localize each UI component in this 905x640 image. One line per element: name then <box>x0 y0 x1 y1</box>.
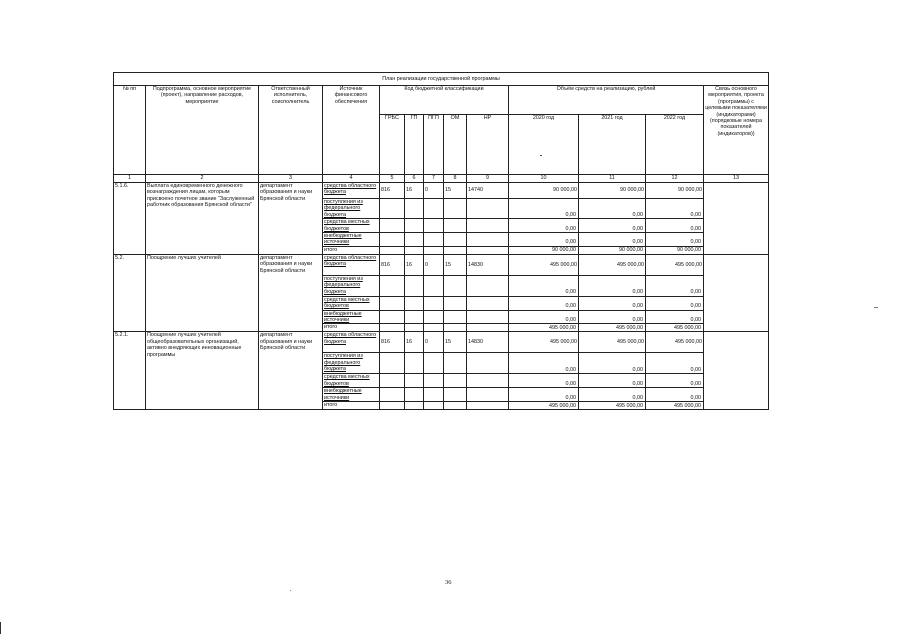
row-executor: департамент образования и науки Брянской области <box>259 183 323 255</box>
value-2021: 0,00 <box>579 275 646 296</box>
value-2022: 0,00 <box>646 275 704 296</box>
value-2022: 0,00 <box>646 296 704 310</box>
row-link <box>704 254 769 332</box>
col-number: 6 <box>405 175 424 183</box>
code-grbs: 816 <box>380 332 405 353</box>
code-gp: 16 <box>405 254 424 275</box>
total-2021: 495 000,00 <box>579 324 646 332</box>
value-2021: 0,00 <box>579 296 646 310</box>
code-pgp: 0 <box>424 332 444 353</box>
row-name: Выплата единовременного денежного вознаграждения лицам, которым присвоено почетное звание "Заслуженный работник образования Брянской области" <box>146 183 259 255</box>
col-number: 12 <box>646 175 704 183</box>
table-title: План реализации государственной программы <box>114 73 769 86</box>
value-2021: 0,00 <box>579 310 646 324</box>
value-2020: 0,00 <box>509 353 579 374</box>
total-2020: 495 000,00 <box>509 324 579 332</box>
source-total: итого <box>323 402 380 410</box>
col-number: 4 <box>323 175 380 183</box>
value-2021: 0,00 <box>579 233 646 247</box>
value-2022: 0,00 <box>646 388 704 402</box>
total-2021: 495 000,00 <box>579 402 646 410</box>
row-num: 5.2. <box>114 254 146 332</box>
header-nr: НР <box>467 115 509 175</box>
value-2021: 495 000,00 <box>579 254 646 275</box>
header-link: Связь основного мероприятия, проекта (программы) с целевыми показателями (индикаторами) (порядковые номера показателей (индикаторов)) <box>704 86 769 175</box>
col-number: 13 <box>704 175 769 183</box>
source-extra: внебюджетные источники <box>323 310 380 324</box>
value-2020: 0,00 <box>509 374 579 388</box>
value-2022: 0,00 <box>646 310 704 324</box>
col-number: 9 <box>467 175 509 183</box>
total-2022: 90 000,00 <box>646 246 704 254</box>
col-number: 11 <box>579 175 646 183</box>
header-name: Подпрограмма, основное мероприятие (проект), направление расходов, мероприятие <box>146 86 259 175</box>
total-2021: 90 000,00 <box>579 246 646 254</box>
code-nr: 14830 <box>467 332 509 353</box>
code-om: 15 <box>444 183 467 199</box>
source-federal: поступления из федерального бюджета <box>323 353 380 374</box>
code-grbs: 816 <box>380 254 405 275</box>
header-gp: ГП <box>405 115 424 175</box>
header-executor: Ответственный исполнитель, соисполнитель <box>259 86 323 175</box>
value-2021: 0,00 <box>579 388 646 402</box>
value-2020: 0,00 <box>509 296 579 310</box>
value-2020: 0,00 <box>509 199 579 219</box>
value-2020: 0,00 <box>509 233 579 247</box>
row-num: 5.2.1. <box>114 332 146 410</box>
header-grbs: ГРБС <box>380 115 405 175</box>
header-num: № пп <box>114 86 146 175</box>
value-2022: 0,00 <box>646 233 704 247</box>
header-2020: 2020 год <box>509 115 579 175</box>
row-name: Поощрение лучших учителей <box>146 254 259 332</box>
source-regional: средства областного бюджета <box>323 254 380 275</box>
header-2021: 2021 год <box>579 115 646 175</box>
row-executor: департамент образования и науки Брянской области <box>259 332 323 410</box>
program-plan-table <box>113 72 769 410</box>
value-2020: 0,00 <box>509 275 579 296</box>
source-total: итого <box>323 246 380 254</box>
value-2022: 90 000,00 <box>646 183 704 199</box>
value-2021: 0,00 <box>579 219 646 233</box>
source-federal: поступления из федерального бюджета <box>323 199 380 219</box>
value-2020: 0,00 <box>509 310 579 324</box>
code-om: 15 <box>444 254 467 275</box>
code-nr: 14740 <box>467 183 509 199</box>
source-local: средства местных бюджетов <box>323 296 380 310</box>
row-link <box>704 183 769 255</box>
total-2022: 495 000,00 <box>646 324 704 332</box>
value-2022: 495 000,00 <box>646 254 704 275</box>
scan-dot <box>290 590 291 591</box>
code-nr: 14830 <box>467 254 509 275</box>
code-grbs: 816 <box>380 183 405 199</box>
code-pgp: 0 <box>424 254 444 275</box>
source-local: средства местных бюджетов <box>323 219 380 233</box>
col-number: 2 <box>146 175 259 183</box>
source-extra: внебюджетные источники <box>323 233 380 247</box>
code-om: 15 <box>444 332 467 353</box>
value-2021: 0,00 <box>579 353 646 374</box>
value-2021: 90 000,00 <box>579 183 646 199</box>
page-number: 36 <box>445 579 452 586</box>
row-executor: департамент образования и науки Брянской области <box>259 254 323 332</box>
source-federal: поступления из федерального бюджета <box>323 275 380 296</box>
source-regional: средства областного бюджета <box>323 183 380 199</box>
value-2021: 0,00 <box>579 374 646 388</box>
value-2022: 0,00 <box>646 199 704 219</box>
value-2020: 90 000,00 <box>509 183 579 199</box>
value-2021: 0,00 <box>579 199 646 219</box>
header-code-group: Код бюджетной классификации <box>380 86 509 115</box>
row-num: 5.1.6. <box>114 183 146 255</box>
value-2022: 0,00 <box>646 374 704 388</box>
col-number: 1 <box>114 175 146 183</box>
value-2022: 0,00 <box>646 353 704 374</box>
code-gp: 16 <box>405 183 424 199</box>
source-local: средства местных бюджетов <box>323 374 380 388</box>
header-om: ОМ <box>444 115 467 175</box>
value-2021: 495 000,00 <box>579 332 646 353</box>
col-number: 5 <box>380 175 405 183</box>
source-total: итого <box>323 324 380 332</box>
row-name: Поощрение лучших учителей общеобразовательных организаций, активно внедряющих инновационные программы <box>146 332 259 410</box>
code-pgp: 0 <box>424 183 444 199</box>
value-2020: 0,00 <box>509 388 579 402</box>
value-2022: 0,00 <box>646 219 704 233</box>
total-2020: 495 000,00 <box>509 402 579 410</box>
value-2020: 495 000,00 <box>509 254 579 275</box>
col-number: 7 <box>424 175 444 183</box>
header-pgp: ПГП <box>424 115 444 175</box>
col-number: 8 <box>444 175 467 183</box>
header-volume-group: Объём средств на реализацию, рублей <box>509 86 704 115</box>
col-number: 10 <box>509 175 579 183</box>
source-regional: средства областного бюджета <box>323 332 380 353</box>
program-plan-table-wrapper <box>113 72 768 410</box>
scan-edge-mark <box>0 622 1 634</box>
header-2022: 2022 год <box>646 115 704 175</box>
header-source: Источник финансового обеспечения <box>323 86 380 175</box>
scan-mark <box>874 307 878 308</box>
total-2022: 495 000,00 <box>646 402 704 410</box>
col-number: 3 <box>259 175 323 183</box>
code-gp: 16 <box>405 332 424 353</box>
scan-mark <box>540 155 542 156</box>
value-2020: 495 000,00 <box>509 332 579 353</box>
value-2022: 495 000,00 <box>646 332 704 353</box>
row-link <box>704 332 769 410</box>
total-2020: 90 000,00 <box>509 246 579 254</box>
value-2020: 0,00 <box>509 219 579 233</box>
source-extra: внебюджетные источники <box>323 388 380 402</box>
